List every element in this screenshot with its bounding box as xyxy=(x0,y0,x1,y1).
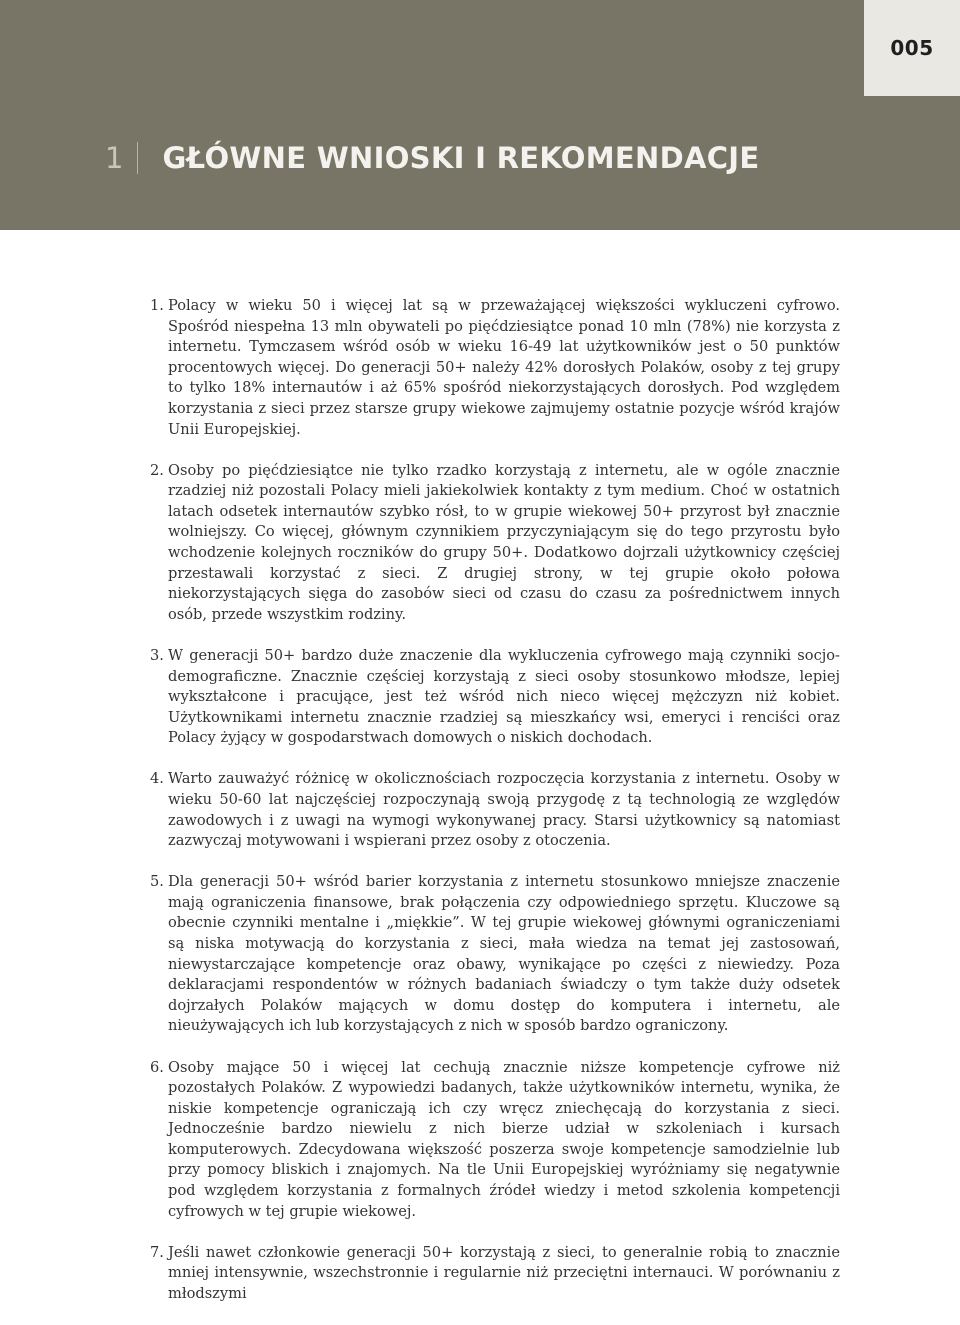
finding-text: Osoby po pięćdziesiątce nie tylko rzadko korzystają z internetu, ale w ogóle znacznie rzadziej niż pozostali Polacy mieli jakiekolwiek kontakty z tym medium. Choć w ostatnich latach odsetek internautów szybko rósł, to w grupie wiekowej 50+ przyrost był znacznie wolniejszy. Co więcej, głównym czynnikiem przyczyniającym się do tego przyrostu było wchodzenie kolejnych roczników do grupy 50+. Dodatkowo dojrzali użytkownicy częściej przestawali korzystać z sieci. Z drugiej strony, w tej grupie około połowa niekorzystających sięga do zasobów sieci od czasu do czasu za pośrednictwem innych osób, przede wszystkim rodziny. xyxy=(168,461,840,623)
chapter-number: 1 xyxy=(105,141,124,175)
findings-list xyxy=(150,296,840,1325)
finding-number: 1. xyxy=(150,297,164,314)
finding-text: Dla generacji 50+ wśród barier korzystania z internetu stosunkowo mniejsze znaczenie mają ograniczenia finansowe, brak połączenia czy odpowiedniego sprzętu. Kluczowe są obecnie czynniki mentalne i „miękkie”. W tej grupie wiekowej głównymi ograniczeniami są niska motywacją do korzystania z sieci, mała wiedza na temat jej zastosowań, niewystarczające kompetencje oraz obawy, wynikające po części z niewiedzy. Poza deklaracjami respondentów w różnych badaniach świadczy o tym także duży odsetek dojrzałych Polaków mających w domu dostęp do komputera i internetu, ale nieużywających ich lub korzystających z nich w sposób bardzo ograniczony. xyxy=(168,873,840,1035)
finding-number: 5. xyxy=(150,873,164,891)
finding-text: Polacy w wieku 50 i więcej lat są w przeważającej większości wykluczeni cyfrowo. Spośród niespełna 13 mln obywateli po pięćdziesiątce ponad 10 mln (78%) nie korzysta z internetu. Tymczasem wśród osób w wieku 16-49 lat użytkowników jest o 50 punktów procentowych więcej. Do generacji 50+ należy 42% dorosłych Polaków, osoby z tej grupy to tylko 18% internautów i aż 65% spośród niekorzystających dorosłych. Pod względem korzystania z sieci przez starsze grupy wiekowe zajmujemy ostatnie pozycje wśród krajów Unii Europejskiej. xyxy=(168,297,840,438)
finding-item xyxy=(150,646,840,749)
finding-item xyxy=(150,296,840,440)
page-number: 005 xyxy=(890,36,934,60)
header-band xyxy=(0,0,960,230)
finding-item xyxy=(150,461,840,626)
finding-item xyxy=(150,769,840,851)
finding-number: 7. xyxy=(150,1243,164,1261)
finding-item xyxy=(150,1243,840,1305)
chapter-heading: GŁÓWNE WNIOSKI I REKOMENDACJE xyxy=(162,141,760,175)
finding-text: Jeśli nawet członkowie generacji 50+ korzystają z sieci, to generalnie robią to znacznie mniej intensywnie, wszechstronnie i regularnie niż przeciętni internauci. W porównaniu z młodszymi xyxy=(168,1243,840,1302)
finding-text: Warto zauważyć różnicę w okolicznościach rozpoczęcia korzystania z internetu. Osoby w wieku 50-60 lat najczęściej rozpoczynają swoją przygodę z tą technologią ze względów zawodowych i z uwagi na wymogi wykonywanej pracy. Starsi użytkownicy są natomiast zazwyczaj motywowani i wspierani przez osoby z otoczenia. xyxy=(168,770,840,850)
finding-item xyxy=(150,872,840,1037)
chapter-separator xyxy=(137,142,138,174)
finding-text: Osoby mające 50 i więcej lat cechują znacznie niższe kompetencje cyfrowe niż pozostałych Polaków. Z wypowiedzi badanych, także użytkowników internetu, wynika, że niskie kompetencje ograniczają ich czy wręcz zniechęcają do korzystania z sieci. Jednocześnie bardzo niewielu z nich bierze udział w szkoleniach i kursach komputerowych. Zdecydowana większość poszerza swoje kompetencje samodzielnie lub przy pomocy bliskich i znajomych. Na tle Unii Europejskiej wyróżniamy się negatywnie pod względem korzystania z formalnych źródeł wiedzy i metod szkolenia kompetencji cyfrowych w tej grupie wiekowej. xyxy=(168,1058,840,1220)
finding-number: 2. xyxy=(150,461,164,479)
finding-item xyxy=(150,1058,840,1223)
finding-text: W generacji 50+ bardzo duże znaczenie dla wykluczenia cyfrowego mają czynniki socjo-demograficzne. Znacznie częściej korzystają z sieci osoby stosunkowo młodsze, lepiej wykształcone i pracujące, jest też wśród nich nieco więcej mężczyzn niż kobiet. Użytkownikami internetu znacznie rzadziej są mieszkańcy wsi, emeryci i renciści oraz Polacy żyjący w gospodarstwach domowych o niskich dochodach. xyxy=(168,646,840,747)
finding-number: 4. xyxy=(150,770,164,788)
chapter-title xyxy=(105,138,760,178)
finding-number: 6. xyxy=(150,1058,164,1076)
finding-number: 3. xyxy=(150,646,164,664)
page-number-box xyxy=(864,0,960,96)
